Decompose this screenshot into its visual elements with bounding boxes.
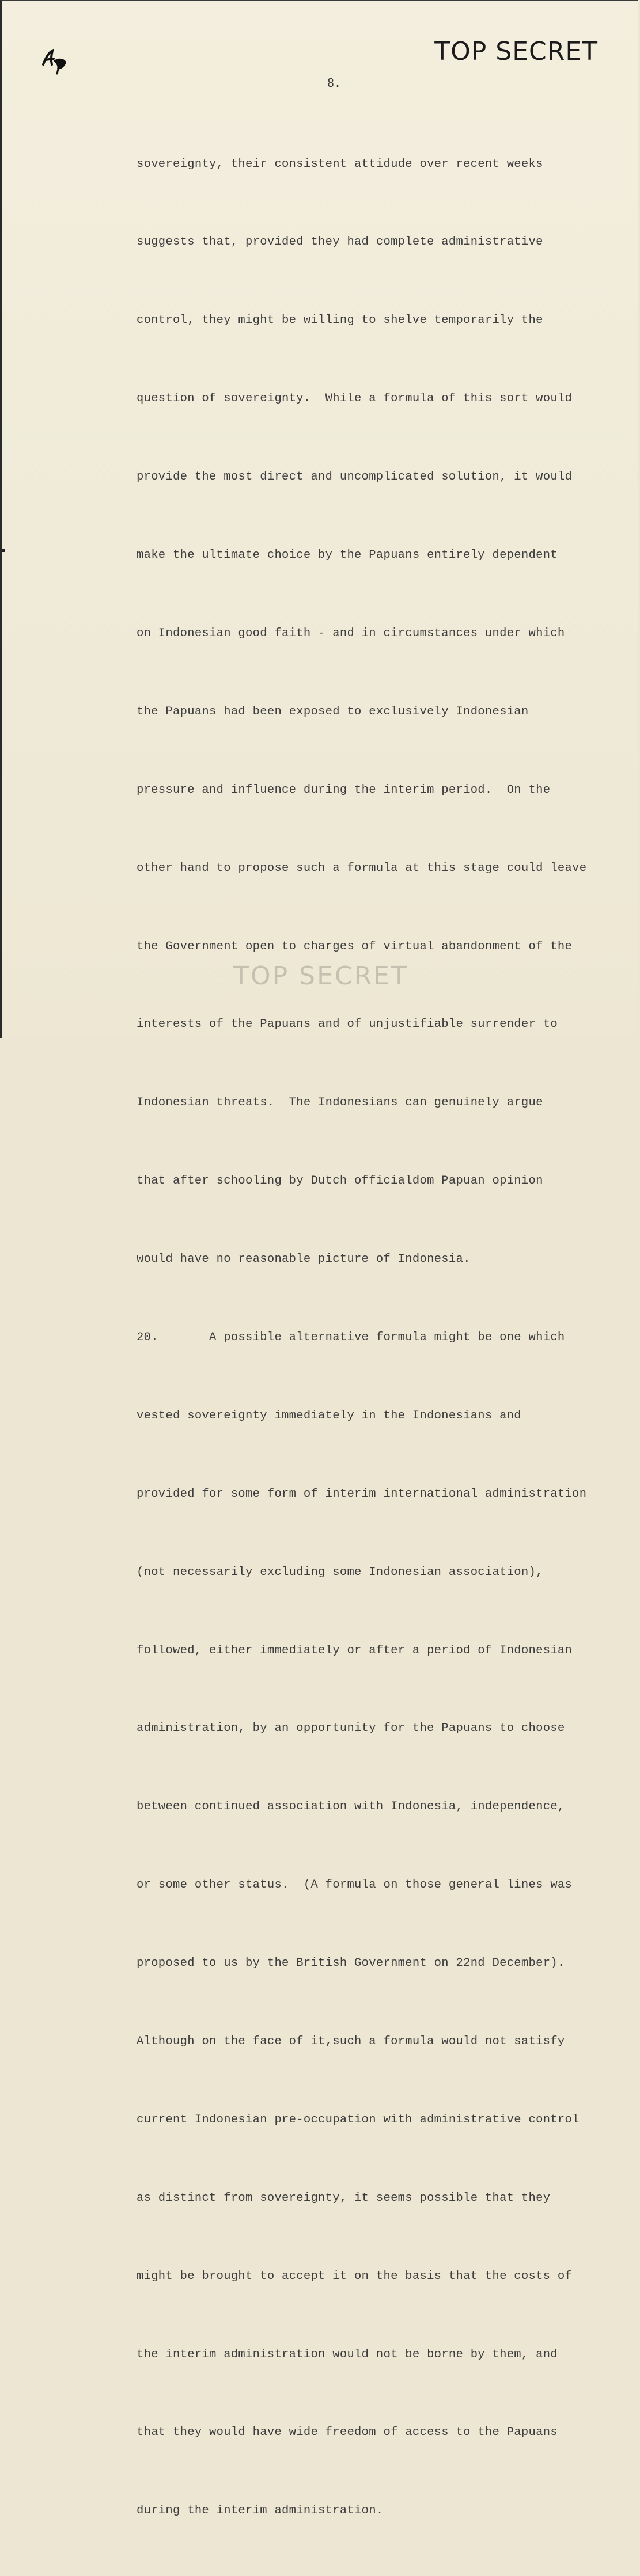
top-secret-footer-stamp: TOP SECRET [233,961,408,991]
margin-mark [2,549,5,552]
body-line: Indonesian threats. The Indonesians can genuinely argue [137,1096,543,1110]
body-line: between continued association with Indonesia, independence, [137,1800,565,1814]
body-line: interests of the Papuans and of unjustifiable surrender to [137,1018,558,1032]
body-line: proposed to us by the British Government on 22nd December). [137,1957,565,1970]
body-line: would have no reasonable picture of Indonesia. [137,1253,471,1266]
body-line: during the interim administration. [137,2504,384,2518]
body-line: as distinct from sovereignty, it seems possible that they [137,2191,551,2205]
body-line: that after schooling by Dutch officialdom Papuan opinion [137,1174,543,1188]
body-line: pressure and influence during the interim period. On the [137,783,551,797]
body-line: the Government open to charges of virtual abandonment of the [137,939,573,953]
body-line: (not necessarily excluding some Indonesian association), [137,1565,543,1579]
body-line: control, they might be willing to shelve temporarily the [137,314,543,328]
body-line: sovereignty, their consistent attidude over recent weeks [137,157,543,171]
body-line: administration, by an opportunity for the Papuans to choose [137,1722,565,1736]
page-number: 8. [327,76,342,90]
body-line: the Papuans had been exposed to exclusively Indonesian [137,705,529,718]
document-body [137,99,626,2576]
top-secret-header: TOP SECRET [434,37,598,66]
body-line: question of sovereignty. While a formula of this sort would [137,392,573,406]
paragraph-20-start: 20. A possible alternative formula might be one which [137,1330,565,1344]
body-line: current Indonesian pre-occupation with administrative control [137,2113,580,2126]
handwritten-mark-icon [40,47,74,76]
body-line: followed, either immediately or after a period of Indonesian [137,1643,573,1657]
body-line: make the ultimate choice by the Papuans entirely dependent [137,549,558,562]
body-line: other hand to propose such a formula at this stage could leave [137,861,587,875]
body-line: provide the most direct and uncomplicated solution, it would [137,470,573,484]
body-line: provided for some form of interim international administration [137,1487,587,1501]
body-line: suggests that, provided they had complete administrative [137,235,543,249]
body-line: on Indonesian good faith - and in circumstances under which [137,626,565,640]
body-line: vested sovereignty immediately in the Indonesians and [137,1409,521,1422]
body-line: or some other status. (A formula on those general lines was [137,1878,573,1892]
body-line: that they would have wide freedom of access to the Papuans [137,2426,558,2440]
body-line: might be brought to accept it on the basis that the costs of [137,2269,573,2283]
body-line: Although on the face of it,such a formula would not satisfy [137,2034,565,2048]
body-line: the interim administration would not be borne by them, and [137,2347,558,2361]
